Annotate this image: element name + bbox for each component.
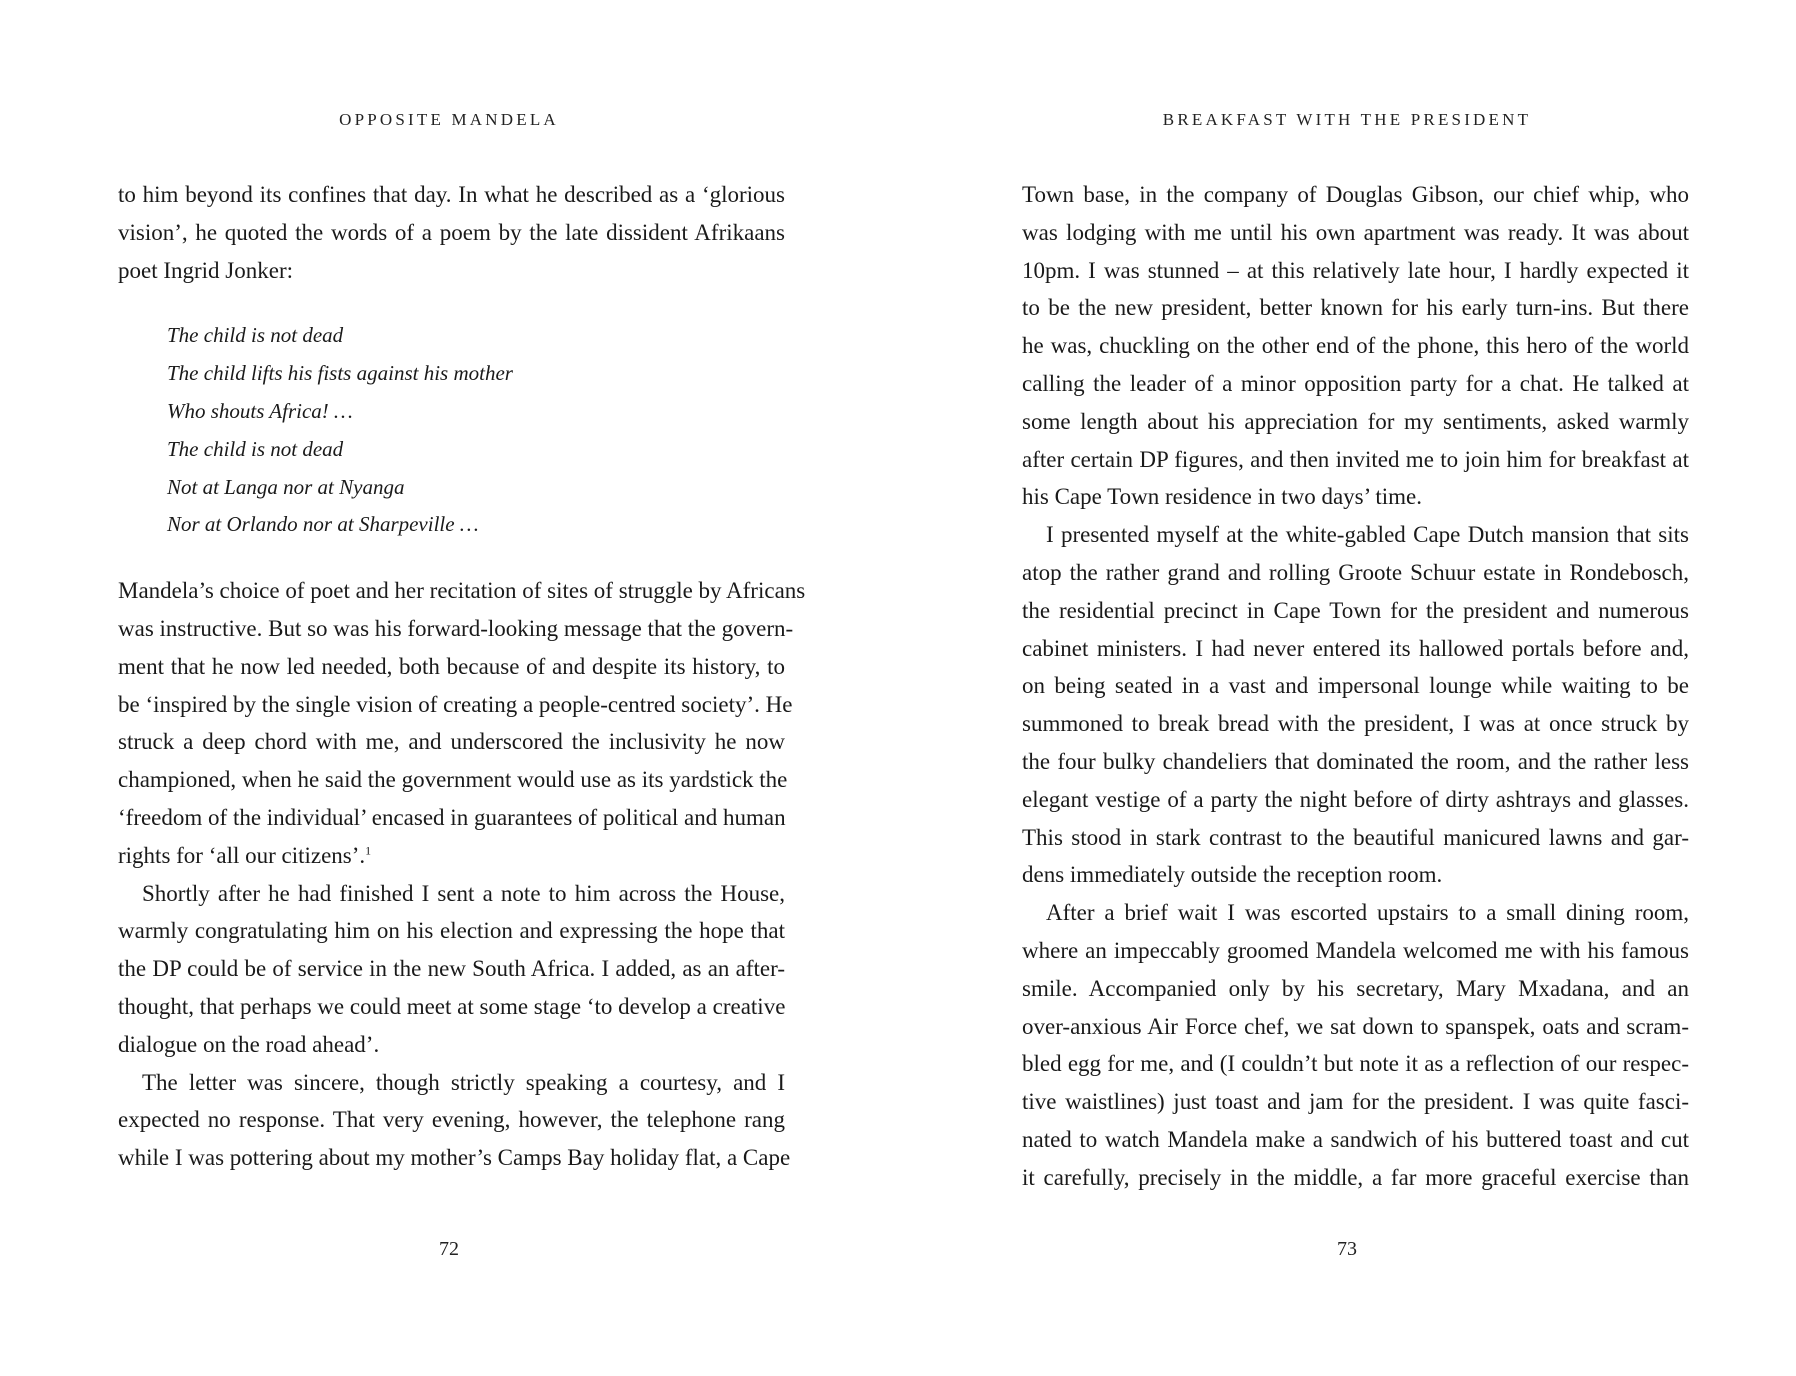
poem-line: The child is not dead [167, 323, 344, 348]
paragraph [118, 1064, 791, 1177]
text-line: After a brief wait I was escorted upstairs to a small dining room, [1046, 900, 1689, 926]
poem-line: Not at Langa nor at Nyanga [167, 474, 405, 499]
footnote-marker[interactable]: 1 [365, 843, 372, 858]
text-line: while I was pottering about my mother’s Camps Bay holiday flat, a Cape [118, 1145, 791, 1171]
text-line: poet Ingrid Jonker: [118, 257, 294, 283]
text-line: I presented myself at the white-gabled Cape Dutch mansion that sits [1046, 522, 1689, 548]
text-line: it carefully, precisely in the middle, a far more graceful exercise than [1022, 1164, 1689, 1190]
text-line: after certain DP figures, and then invited me to join him for breakfast at [1022, 446, 1689, 472]
text-line: on being seated in a vast and impersonal lounge while waiting to be [1022, 673, 1689, 699]
text-line: the residential precinct in Cape Town for the president and numerous [1022, 597, 1689, 623]
text-line: to him beyond its confines that day. In what he described as a ‘glorious [118, 182, 785, 207]
poem-quote [167, 317, 785, 544]
running-head-left: OPPOSITE MANDELA [339, 110, 559, 129]
poem-line: The child is not dead [167, 436, 344, 461]
paragraph [118, 875, 785, 1064]
text-line: tive waistlines) just toast and jam for the president. I was quite fasci- [1022, 1089, 1689, 1115]
text-line: calling the leader of a minor opposition party for a chat. He talked at [1022, 370, 1689, 396]
poem-line: Who shouts Africa! … [167, 398, 353, 423]
text-line: atop the rather grand and rolling Groote Schuur estate in Rondebosch, [1022, 559, 1689, 585]
text-line: bled egg for me, and (I couldn’t but note it as a reflection of our respec- [1022, 1051, 1689, 1077]
text-line: 10pm. I was stunned – at this relatively late hour, I hardly expected it [1022, 257, 1689, 283]
text-line [118, 837, 785, 875]
text-line: dens immediately outside the reception room. [1022, 862, 1443, 888]
paragraph [118, 176, 785, 289]
poem-line: The child lifts his fists against his mother [167, 361, 513, 386]
text-line: the DP could be of service in the new South Africa. I added, as an after- [118, 956, 785, 982]
paragraph [1022, 894, 1689, 1196]
page-number-left: 72 [439, 1238, 459, 1260]
right-text-block [1022, 176, 1689, 1197]
text-line-content: rights for ‘all our citizens’. [118, 842, 366, 868]
text-line: be ‘inspired by the single vision of creating a people-centred society’. He [118, 691, 793, 717]
text-line: thought, that perhaps we could meet at some stage ‘to develop a creative [118, 993, 786, 1019]
text-line: cabinet ministers. I had never entered its hallowed portals before and, [1022, 635, 1689, 661]
left-text-block [118, 176, 806, 1177]
text-line: nated to watch Mandela make a sandwich of his buttered toast and cut [1022, 1126, 1689, 1152]
running-head-right: BREAKFAST WITH THE PRESIDENT [1162, 110, 1532, 129]
text-line: his Cape Town residence in two days’ time. [1022, 484, 1422, 510]
text-line: the four bulky chandeliers that dominated the room, and the rather less [1022, 748, 1689, 774]
text-line: ‘freedom of the individual’ encased in guarantees of political and human [118, 804, 786, 830]
text-line: smile. Accompanied only by his secretary, Mary Mxadana, and an [1022, 975, 1689, 1001]
text-line: The letter was sincere, though strictly speaking a courtesy, and I [142, 1069, 785, 1095]
text-line: Town base, in the company of Douglas Gibson, our chief whip, who [1022, 182, 1689, 207]
right-page [898, 0, 1796, 1376]
text-line: This stood in stark contrast to the beautiful manicured lawns and gar- [1022, 824, 1689, 850]
text-line: to be the new president, better known for his early turn-ins. But there [1022, 295, 1689, 321]
text-line: elegant vestige of a party the night before of dirty ashtrays and glasses. [1022, 786, 1689, 812]
text-line: expected no response. That very evening, however, the telephone rang [118, 1107, 785, 1133]
text-line: summoned to break bread with the president, I was at once struck by [1022, 711, 1689, 737]
text-line: Mandela’s choice of poet and her recitation of sites of struggle by Africans [118, 578, 806, 604]
text-line: championed, when he said the government would use as its yardstick the [118, 767, 788, 793]
text-line: warmly congratulating him on his election and expressing the hope that [118, 918, 785, 944]
text-line: over-anxious Air Force chef, we sat down to spanspek, oats and scram- [1022, 1013, 1689, 1039]
text-line: Shortly after he had finished I sent a note to him across the House, [142, 880, 785, 906]
page-number-right: 73 [1337, 1238, 1357, 1260]
paragraph [1022, 516, 1689, 894]
text-line: vision’, he quoted the words of a poem by the late dissident Afrikaans [118, 219, 785, 245]
paragraph [118, 572, 806, 874]
text-line: was instructive. But so was his forward-looking message that the govern- [118, 615, 794, 641]
text-line: some length about his appreciation for my sentiments, asked warmly [1022, 408, 1689, 434]
paragraph [1022, 176, 1689, 516]
text-line: was lodging with me until his own apartment was ready. It was about [1022, 219, 1689, 245]
text-line: struck a deep chord with me, and underscored the inclusivity he now [118, 729, 785, 755]
text-line: where an impeccably groomed Mandela welcomed me with his famous [1022, 937, 1689, 963]
text-line: dialogue on the road ahead’. [118, 1031, 380, 1057]
poem-line: Nor at Orlando nor at Sharpeville … [167, 512, 479, 537]
text-line: he was, chuckling on the other end of the phone, this hero of the world [1022, 333, 1689, 359]
text-line: ment that he now led needed, both because of and despite its history, to [118, 653, 785, 679]
